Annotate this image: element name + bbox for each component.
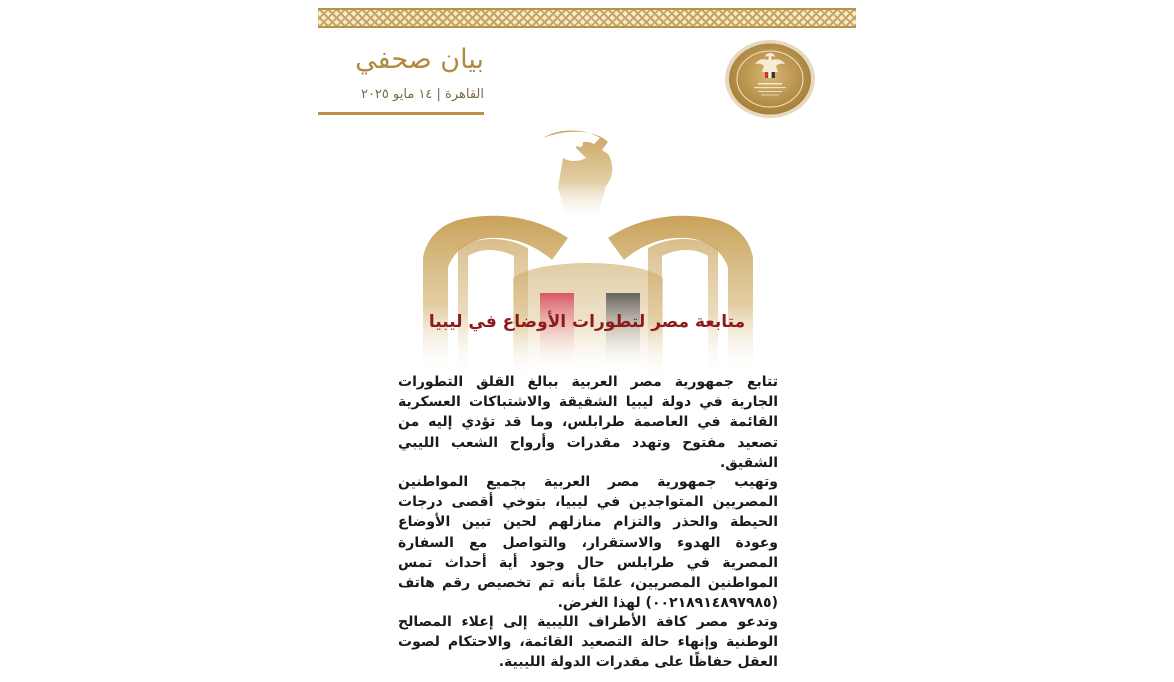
eagle-watermark-emblem xyxy=(418,128,758,378)
press-release-page xyxy=(318,0,856,682)
paragraph-1: تتابع جمهورية مصر العربية ببالغ القلق التطورات الجارية في دولة ليبيا الشقيقة والاشتباكات العسكرية القائمة في العاصمة طرابلس، وما قد تؤدي إليه من تصعيد مفتوح وتهدد مقدرات وأرواح الشعب الليبي الشقيق. xyxy=(398,374,778,471)
paragraph-3: وتدعو مصر كافة الأطراف الليبية إلى إعلاء المصالح الوطنية وإنهاء حالة التصعيد القائمة، والاحتكام لصوت العقل حفاظًا على مقدرات الدولة الليبية. xyxy=(398,614,778,671)
paragraph-2: وتهيب جمهورية مصر العربية بجميع المواطنين المصريين المتواجدين في ليبيا، بتوخي أقصى درجات الحيطة والحذر والتزام منازلهم لحين تبين الأوضاع وعودة الهدوء والاستقرار، والتواصل مع السفارة المصرية في طرابلس حال وجود أية أحداث تمس المواطنين المصريين، علمًا بأنه تم تخصيص رقم هاتف (٠٠٢١٨٩١٤٨٩٧٩٨٥) لهذا الغرض. xyxy=(398,474,778,612)
decorative-top-border xyxy=(318,8,856,28)
dateline: القاهرة | ١٤ مايو ٢٠٢٥ xyxy=(360,87,484,102)
press-release-heading: بيان صحفي xyxy=(355,44,484,75)
document-title: متابعة مصر لتطورات الأوضاع في ليبيا xyxy=(428,312,746,332)
ministry-seal-logo xyxy=(724,39,816,119)
header-underline xyxy=(318,112,484,115)
